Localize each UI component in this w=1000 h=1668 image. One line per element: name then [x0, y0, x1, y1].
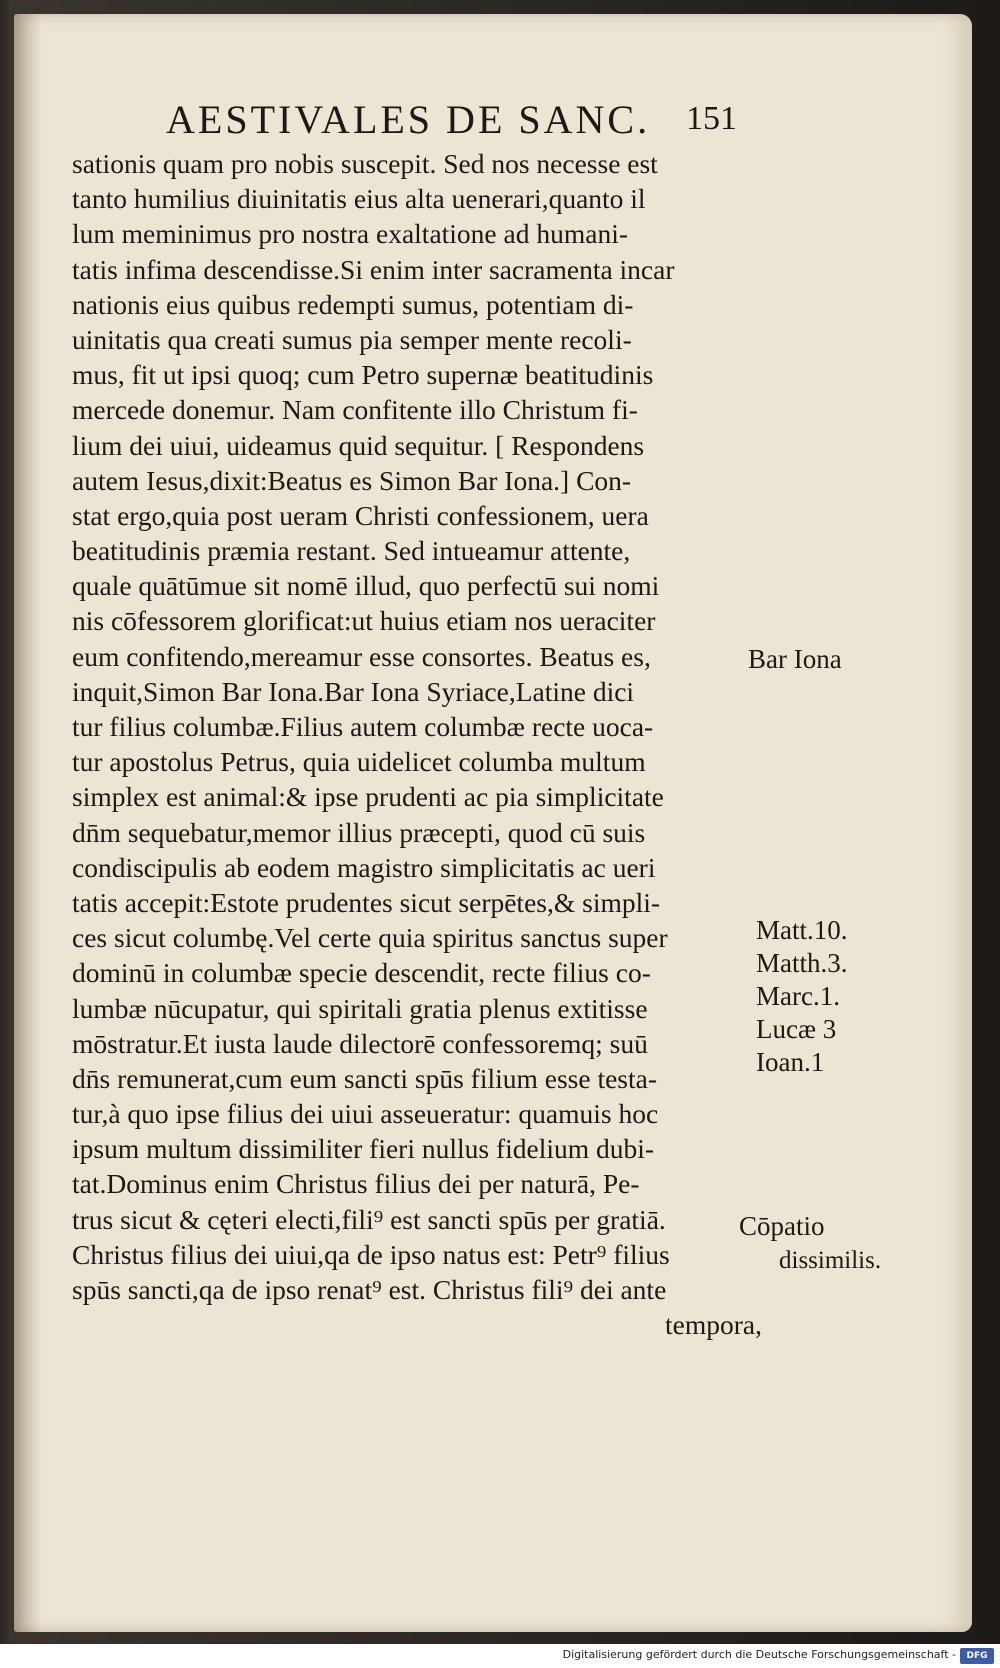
marginal-ref: Lucæ 3 [756, 1014, 837, 1044]
running-head: AESTIVALES DE SANC. [166, 97, 651, 142]
text-line: tatis accepit:Estote prudentes sicut serpētes,& simpli- [72, 886, 661, 918]
text-line: tatis infima descendisse.Si enim inter sacramenta incar [72, 253, 675, 285]
text-line: stat ergo,quia post ueram Christi confessionem, uera [72, 499, 649, 531]
marginal-ref: Matth.3. [756, 948, 848, 978]
text-line: condiscipulis ab eodem magistro simplicitatis ac ueri [72, 851, 656, 883]
text-line: mus, fit ut ipsi quoq; cum Petro supernæ beatitudinis [72, 359, 654, 391]
book-page [14, 14, 972, 1632]
dfg-logo: DFG [960, 1648, 994, 1664]
marginal-note-copatio: Cōpatio [739, 1211, 825, 1241]
text-line: autem Iesus,dixit:Beatus es Simon Bar Iona.] Con- [72, 464, 632, 496]
text-line: tur apostolus Petrus, quia uidelicet columba multum [72, 746, 646, 778]
text-line: inquit,Simon Bar Iona.Bar Iona Syriace,Latine dici [72, 675, 635, 707]
text-line: uinitatis qua creati sumus pia semper mente recoli- [72, 323, 632, 355]
text-line: trus sicut & cęteri electi,fili⁹ est sancti spūs per gratiā. [72, 1203, 666, 1235]
text-line: dominū in columbæ specie descendit, recte filius co- [72, 957, 651, 989]
footer-bar [0, 1644, 1000, 1668]
text-line: tat.Dominus enim Christus filius dei per naturā, Pe- [72, 1168, 640, 1200]
text-line: sationis quam pro nobis suscepit. Sed nos necesse est [72, 148, 658, 179]
text-line: ces sicut columbę.Vel certe quia spiritus sanctus super [72, 922, 668, 954]
text-line: dn̄m sequebatur,memor illius præcepti, quod cū suis [72, 816, 646, 848]
marginal-ref: Matt.10. [756, 915, 848, 945]
text-line: spūs sancti,qa de ipso renat⁹ est. Christus fili⁹ dei ante [72, 1274, 667, 1305]
text-line: nationis eius quibus redempti sumus, potentiam di- [72, 288, 634, 320]
text-line: mōstratur.Et iusta laude dilectorē confessoremq; suū [72, 1027, 648, 1059]
text-line: lumbæ nūcupatur, qui spiritali gratia plenus extitisse [72, 992, 648, 1024]
body-text [72, 146, 762, 1342]
marginal-ref: Ioan.1 [756, 1047, 825, 1077]
text-line: tur,à quo ipse filius dei uiui asseueratur: quamuis hoc [72, 1098, 659, 1130]
text-line: beatitudinis præmia restant. Sed intueamur attente, [72, 535, 631, 567]
marginal-ref: Marc.1. [756, 981, 840, 1011]
page-number: 151 [686, 100, 737, 137]
text-line: lium dei uiui, uideamus quid sequitur. [ Respondens [72, 429, 645, 461]
text-line: quale quātūmue sit nomē illud, quo perfectū sui nomi [72, 570, 660, 602]
text-line: mercede donemur. Nam confitente illo Christum fi- [72, 394, 638, 426]
digitization-credit: Digitalisierung gefördert durch die Deutsche Forschungsgemeinschaft - [562, 1648, 956, 1661]
text-line: dn̄s remunerat,cum eum sancti spūs filium esse testa- [72, 1062, 657, 1094]
text-line: tur filius columbæ.Filius autem columbæ recte uoca- [72, 711, 654, 742]
text-line: ipsum multum dissimiliter fieri nullus fidelium dubi- [72, 1133, 655, 1165]
marginal-note-dissimilis: dissimilis. [779, 1247, 882, 1274]
text-line: nis cōfessorem glorificat:ut huius etiam nos ueraciter [72, 605, 656, 637]
marginal-note-bar-iona: Bar Iona [748, 644, 842, 674]
text-line: Christus filius dei uiui,qa de ipso natus est: Petr⁹ filius [72, 1238, 670, 1270]
text-line: eum confitendo,mereamur esse consortes. Beatus es, [72, 640, 651, 672]
catchword: tempora, [665, 1309, 762, 1341]
text-line: tanto humilius diuinitatis eius alta uenerari,quanto il [72, 183, 646, 215]
marginal-scripture-refs [756, 914, 848, 1079]
page-header [154, 90, 794, 146]
text-line: simplex est animal:& ipse prudenti ac pia simplicitate [72, 781, 664, 813]
text-line: lum meminimus pro nostra exaltatione ad humani- [72, 218, 628, 250]
